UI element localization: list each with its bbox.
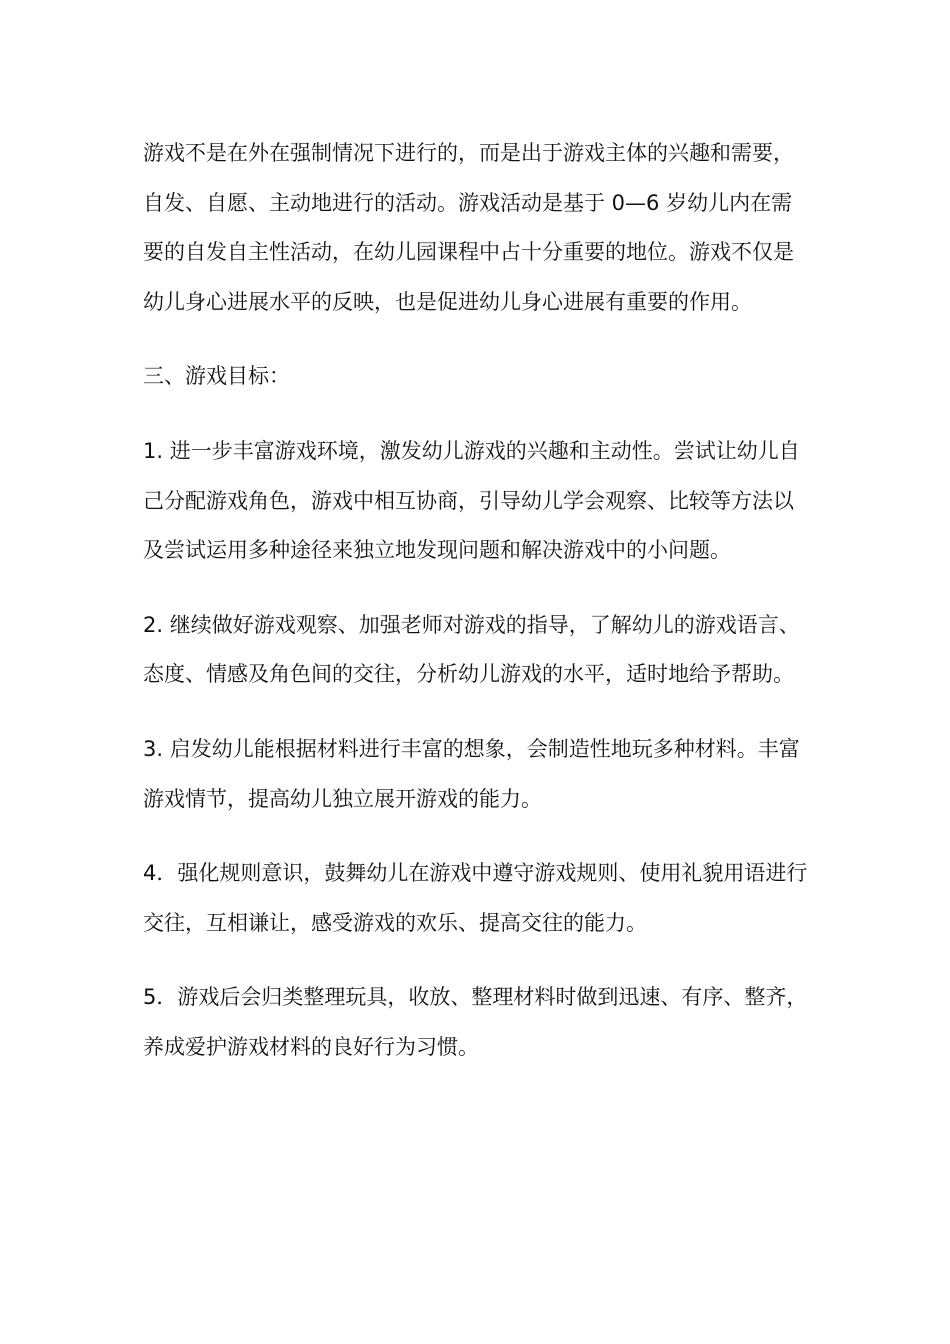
goal-item-3: 3. 启发幼儿能根据材料进行丰富的想象，会制造性地玩多种材料。丰富游戏情节，提高幼儿独立展开游戏的能力。 <box>143 736 800 811</box>
goal-item-5: 5．游戏后会归类整理玩具，收放、整理材料时做到迅速、有序、整齐，养成爱护游戏材料的良好行为习惯。 <box>143 985 808 1059</box>
intro-paragraph: 游戏不是在外在强制情况下进行的，而是出于游戏主体的兴趣和需要，自发、自愿、主动地进行的活动。游戏活动是基于 0—6 岁幼儿内在需要的自发自主性活动，在幼儿园课程中占十分重要的地位。游戏不仅是幼儿身心进展水平的反映，也是促进幼儿身心进展有重要的作用。 <box>143 141 794 314</box>
goal-item-1: 1. 进一步丰富游戏环境，激发幼儿游戏的兴趣和主动性。尝试让幼儿自己分配游戏角色，游戏中相互协商，引导幼儿学会观察、比较等方法以及尝试运用多种途径来独立地发现问题和解决游戏中的小问题。 <box>143 438 800 563</box>
document-body <box>143 129 811 1098</box>
section-heading-goals: 三、游戏目标： <box>143 364 290 389</box>
goal-item-2: 2. 继续做好游戏观察、加强老师对游戏的指导，了解幼儿的游戏语言、态度、情感及角色间的交往，分析幼儿游戏的水平，适时地给予帮助。 <box>143 612 800 687</box>
goal-item-4: 4．强化规则意识，鼓舞幼儿在游戏中遵守游戏规则、使用礼貌用语进行交往，互相谦让，感受游戏的欢乐、提高交往的能力。 <box>143 861 808 935</box>
